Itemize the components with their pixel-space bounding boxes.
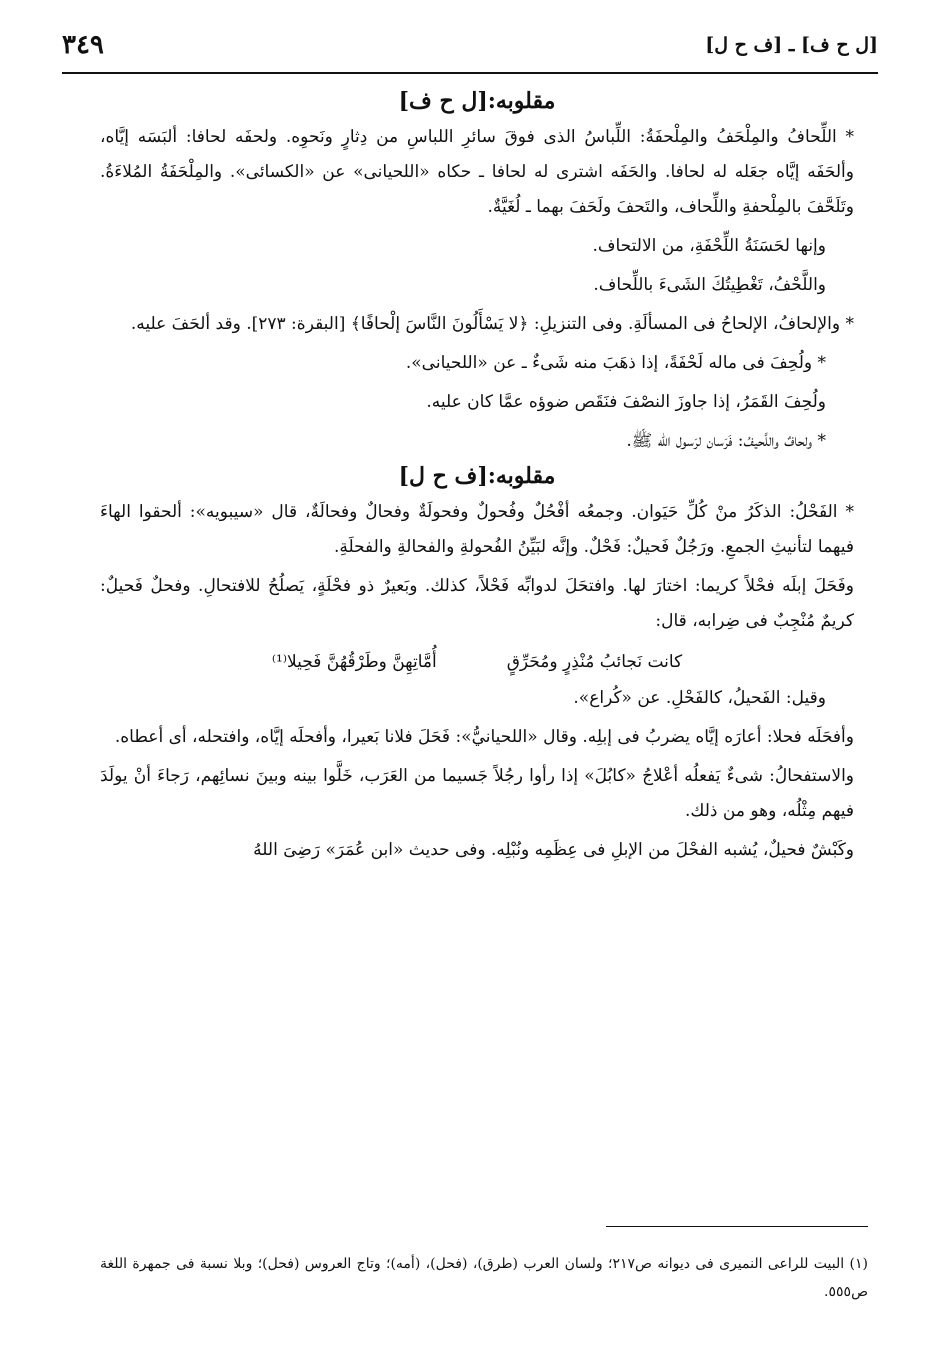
running-title: [ل ح ف] ـ [ف ح ل] [705, 34, 878, 56]
poetry-verse [100, 643, 854, 681]
section-heading-fhl: مقلوبه:[ف ح ل] [398, 463, 556, 489]
verse-first-hemistich: كانت نَجائبُ مُنْذِرٍ ومُحَرِّقٍ [506, 652, 683, 672]
paragraph: * ولُحِفَ فى ماله لَحْفَةً، إذا ذهَبَ منه شَىءٌ ـ عن «اللحيانى». [405, 353, 826, 373]
paragraph: وإنها لحَسَنَةُ اللِّحْفَةِ، من الالتحاف. [592, 236, 826, 256]
paragraph: * الفَحْلُ: الذكَرُ منْ كُلِّ حَيَوان. وجمعُه أفْحُلٌ وفُحولٌ وفحولَةٌ وفحالٌ وفحالَةٌ، قال «سيبويه»: ألحقوا الهاءَ فيهما لتأنيثِ الجمعِ. ورَجُلٌ فَحيلٌ: فَحْلٌ. وإنَّه لبَيِّنُ الفُحولةِ والفحالةِ والفحلَةِ. [100, 502, 854, 557]
main-text [100, 86, 854, 872]
verse-second-hemistich: أُمَّاتِهِنَّ وطَرْقُهُنَّ فَحِيلا⁽¹⁾ [271, 652, 437, 672]
footnote-rule [606, 1226, 868, 1227]
paragraph: والاستفحالُ: شىءٌ يَفعلُه أعْلاجُ «كابُلَ» إذا رأوا رجُلاً جَسيما من العَرَب، خَلَّوا بينه وبينَ نسائِهم، رَجاءَ أنْ يولَدَ فيهم مِثْلُه، وهو من ذلك. [100, 766, 854, 821]
page-number: ٣٤٩ [62, 30, 104, 60]
paragraph: ولُحِفَ القَمَرُ، إذا جاوزَ النصْفَ فنَقَص ضوؤه عمَّا كان عليه. [426, 392, 826, 412]
paragraph: * ولحافٌ واللَّحيفُ: فَرَسان لرَسول الله ﷺ. [626, 431, 826, 451]
section-heading-lhf: مقلوبه:[ل ح ف] [398, 88, 556, 114]
paragraph: * اللِّحافُ والمِلْحَفُ والمِلْحفَةُ: اللِّباسُ الذى فوقَ سائرِ اللباسِ من دِثارٍ ونَحوِه. ولحفَه لحافا: ألبَسَه إيَّاه، وألحَفَه إيَّاه جعَله له لحافا. والحَفَه اشترى له لحافا ـ حكاه «اللحيانى» عن «الكسائى». والمِلْحَفَةُ المُلاءَةُ. وتَلَحَّفَ بالمِلْحفةِ واللِّحاف، والتَحفَ ولَحَفَ بهما ـ لُغَيَّةٌ. [100, 127, 854, 217]
paragraph: وقيل: الفَحيلُ، كالفَحْلِ. عن «كُراع». [573, 688, 826, 708]
paragraph: وفَحَلَ إبلَه فحْلاً كريما: اختارَ لها. وافتحَلَ لدوابِّه فَحْلاً، كذلك. وبَعيرٌ ذو فحْلَةٍ، يَصلُحُ للافتحالِ. وفحلٌ فَحيلٌ: كريمٌ مُنْجِبٌ فى ضِرابه، قال: [100, 576, 854, 631]
paragraph: * والإلحافُ، الإلحاحُ فى المسألَةِ. وفى التنزيلِ: ﴿لا يَسْأَلُونَ النَّاسَ إلْحافًا﴾ [البقرة: ٢٧٣]. وقد ألحَفَ عليه. [130, 314, 854, 334]
paragraph: وأفحَلَه فحلا: أعارَه إيَّاه يضربُ فى إبلِه. وقال «اللحيانيُّ»: فَحَلَ فلانا بَعيرا، وأفحلَه إيَّاه، وافتحله، أى أعطاه. [114, 727, 854, 747]
paragraph: واللَّحْفُ، تَغْطِيتُكَ الشَىءَ باللِّحاف. [593, 275, 826, 295]
header-rule [62, 72, 878, 74]
page-header [62, 30, 878, 70]
paragraph: وكَبْشٌ فحيلٌ، يُشبه الفحْلَ من الإبلِ فى عِظَمِه ونُبْلِه. وفى حديث «ابن عُمَرَ» رَضِىَ اللهُ [253, 840, 854, 860]
footnote: (١) البيت للراعى النميرى فى ديوانه ص٢١٧؛ ولسان العرب (طرق)، (فحل)، (أمه)؛ وتاج العروس (فحل)؛ وبلا نسبة فى جمهرة اللغة ص٥٥٥. [100, 1256, 869, 1300]
